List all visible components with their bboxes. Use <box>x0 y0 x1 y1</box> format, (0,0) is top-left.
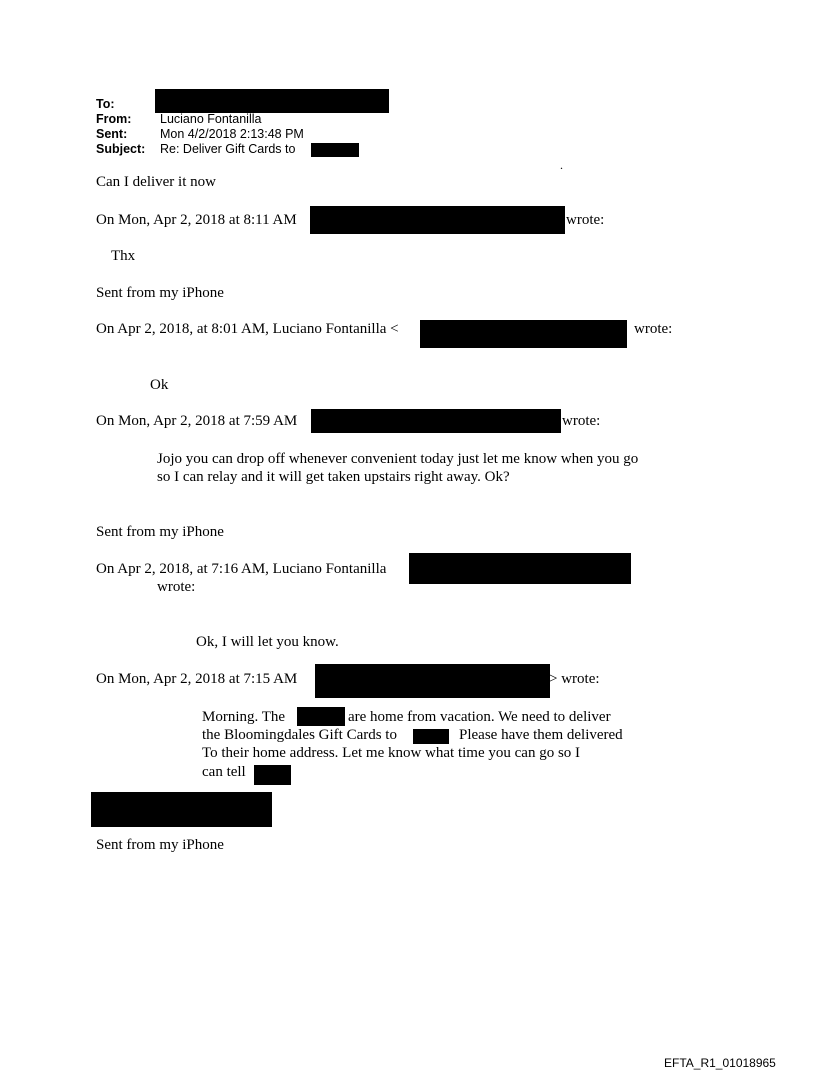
redaction-quote5-sender <box>315 664 550 698</box>
morning-line-1a: Morning. The <box>202 709 286 725</box>
document-id: EFTA_R1_01018965 <box>664 1056 776 1070</box>
thx-text: Thx <box>111 248 136 264</box>
to-label: To: <box>96 97 115 111</box>
redaction-quote2-email <box>420 320 627 348</box>
quote5-header: On Mon, Apr 2, 2018 at 7:15 AM <box>96 671 298 687</box>
morning-line-2a: the Bloomingdales Gift Cards to <box>202 727 397 743</box>
from-value: Luciano Fontanilla <box>160 112 262 126</box>
redaction-signature-block <box>91 792 272 827</box>
redaction-recipient-name <box>413 729 449 744</box>
morning-line-4: can tell <box>202 764 246 780</box>
sent-label: Sent: <box>96 127 128 141</box>
redaction-to <box>155 89 389 113</box>
redaction-quote3-sender <box>311 409 561 433</box>
quote3-header-end: wrote: <box>562 413 601 429</box>
redaction-subject <box>311 143 359 157</box>
signature-sent-from-2: Sent from my iPhone <box>96 524 224 540</box>
redaction-quote4-email <box>409 553 631 584</box>
subject-value: Re: Deliver Gift Cards to <box>160 142 296 156</box>
from-label: From: <box>96 112 132 126</box>
redaction-quote1-sender <box>310 206 565 234</box>
signature-sent-from-3: Sent from my iPhone <box>96 837 224 853</box>
quote5-header-end: > wrote: <box>549 671 600 687</box>
jojo-line-2: so I can relay and it will get taken upstairs right away. Ok? <box>157 469 510 485</box>
quote4-header: On Apr 2, 2018, at 7:16 AM, Luciano Fontanilla <box>96 561 387 577</box>
quote1-header-end: wrote: <box>566 212 605 228</box>
morning-line-3: To their home address. Let me know what time you can go so I <box>202 745 581 761</box>
stray-dot: . <box>560 158 563 172</box>
morning-line-2b: Please have them delivered <box>459 727 623 743</box>
quote2-header: On Apr 2, 2018, at 8:01 AM, Luciano Fontanilla < <box>96 321 399 337</box>
ok-let-you-know: Ok, I will let you know. <box>196 634 339 650</box>
redaction-family-name <box>297 707 345 726</box>
quote2-header-end: wrote: <box>634 321 673 337</box>
quote1-header: On Mon, Apr 2, 2018 at 8:11 AM <box>96 212 297 228</box>
quote3-header: On Mon, Apr 2, 2018 at 7:59 AM <box>96 413 298 429</box>
redaction-tell-name <box>254 765 291 785</box>
morning-line-1b: are home from vacation. We need to deliver <box>348 709 611 725</box>
quote4-header-cont: wrote: <box>157 579 196 595</box>
subject-label: Subject: <box>96 142 146 156</box>
ok-text: Ok <box>150 377 169 393</box>
signature-sent-from-1: Sent from my iPhone <box>96 285 224 301</box>
jojo-line-1: Jojo you can drop off whenever convenient today just let me know when you go <box>157 451 639 467</box>
sent-value: Mon 4/2/2018 2:13:48 PM <box>160 127 304 141</box>
reply-line: Can I deliver it now <box>96 174 216 190</box>
